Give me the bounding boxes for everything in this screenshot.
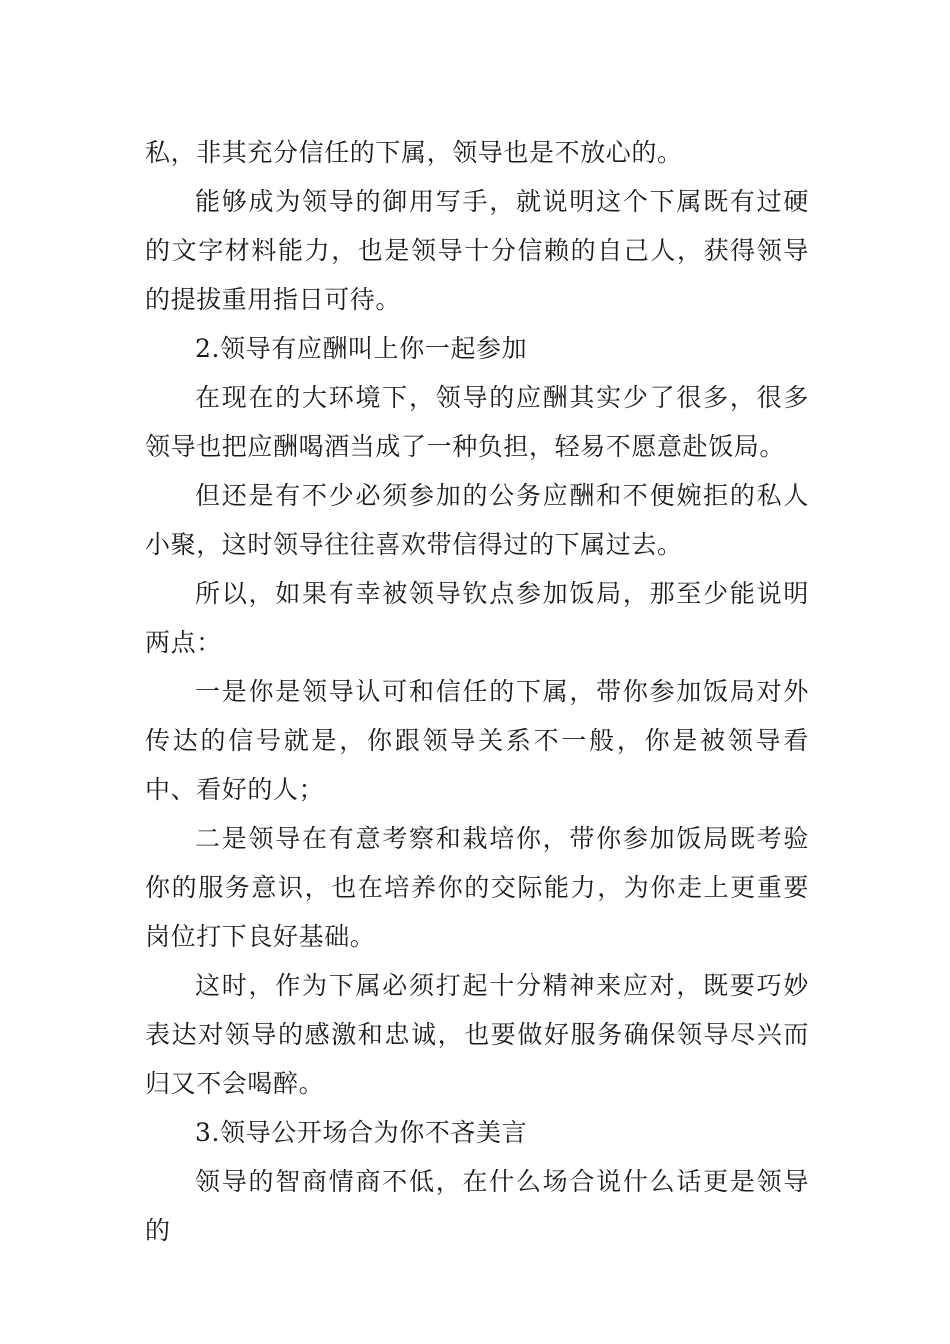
paragraph: 这时，作为下属必须打起十分精神来应对，既要巧妙表达对领导的感激和忠诚，也要做好服务确保领导尽兴而归又不会喝醉。 — [145, 971, 809, 1098]
paragraph: 二是领导在有意考察和栽培你，带你参加饭局既考验你的服务意识，也在培养你的交际能力，为你走上更重要岗位打下良好基础。 — [145, 824, 809, 951]
paragraph: 能够成为领导的御用写手，就说明这个下属既有过硬的文字材料能力，也是领导十分信赖的自己人，获得领导的提拔重用指日可待。 — [145, 187, 809, 314]
paragraph: 但还是有不少必须参加的公务应酬和不便婉拒的私人小聚，这时领导往往喜欢带信得过的下属过去。 — [145, 481, 809, 559]
paragraph: 一是你是领导认可和信任的下属，带你参加饭局对外传达的信号就是，你跟领导关系不一般，你是被领导看中、看好的人； — [145, 677, 809, 804]
section-heading-2: 2.领导有应酬叫上你一起参加 — [195, 334, 528, 363]
paragraph-continued: 私，非其充分信任的下属，领导也是不放心的。 — [145, 138, 683, 167]
paragraph: 在现在的大环境下，领导的应酬其实少了很多，很多领导也把应酬喝酒当成了一种负担，轻易不愿意赴饭局。 — [145, 383, 809, 461]
body-text — [145, 128, 809, 1255]
paragraph: 领导的智商情商不低，在什么场合说什么话更是领导的 — [145, 1167, 809, 1245]
paragraph: 所以，如果有幸被领导钦点参加饭局，那至少能说明两点： — [145, 579, 809, 657]
section-heading-3: 3.领导公开场合为你不吝美言 — [195, 1118, 528, 1147]
